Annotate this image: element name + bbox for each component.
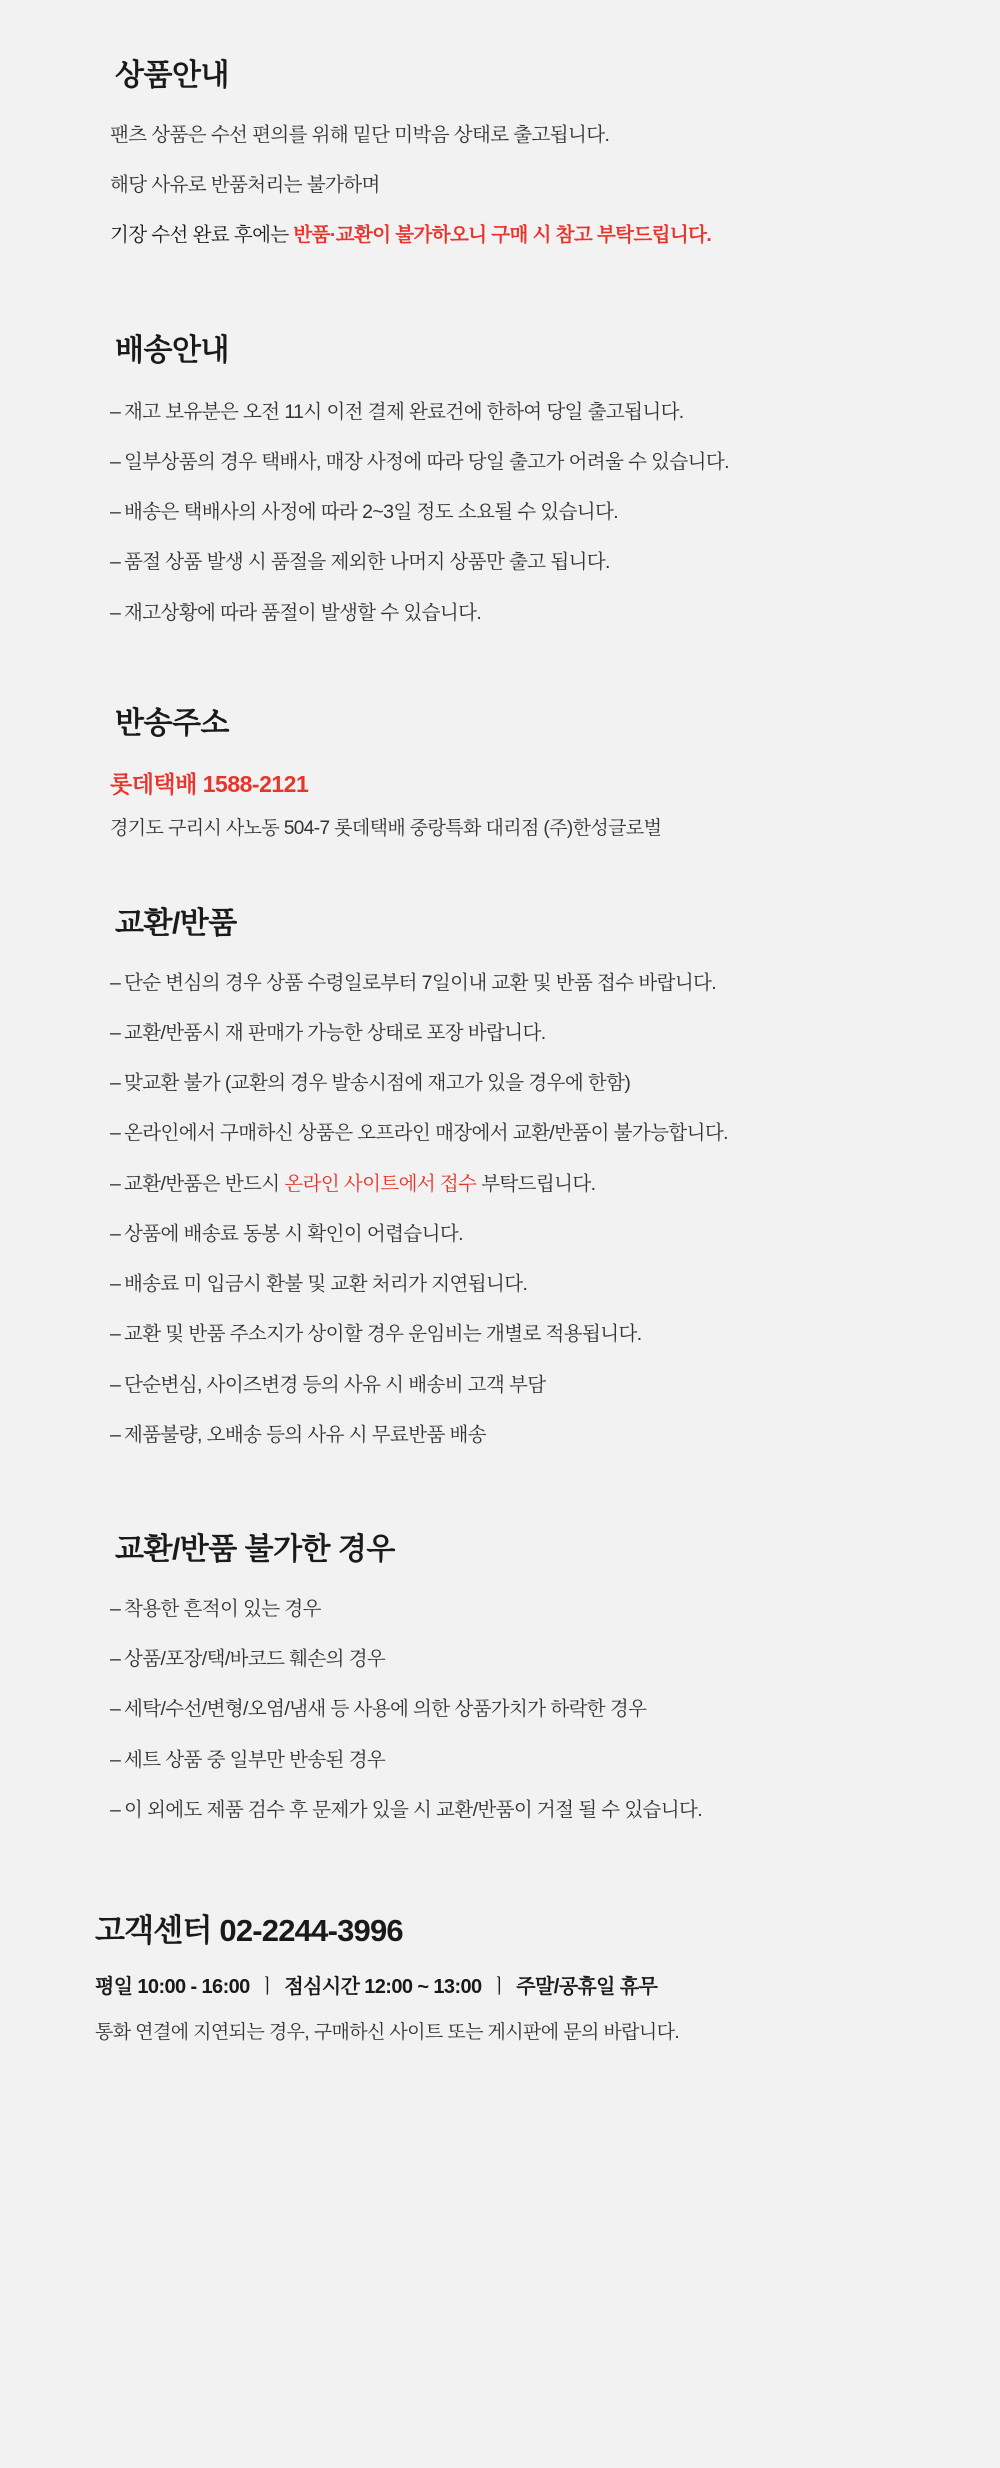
non-exchangeable-item-text: 세트 상품 중 일부만 반송된 경우 xyxy=(124,1748,386,1771)
dash-bullet: – xyxy=(110,501,121,524)
dash-bullet: – xyxy=(110,1648,121,1671)
section-return-address xyxy=(0,648,1000,840)
exchange-item xyxy=(110,1370,930,1400)
exchange-item xyxy=(110,1018,930,1048)
dash-bullet: – xyxy=(110,1172,121,1195)
non-exchangeable-item-text: 상품/포장/택/바코드 훼손의 경우 xyxy=(124,1648,386,1671)
exchange-item xyxy=(110,1319,930,1349)
section-exchange-return xyxy=(0,840,1000,1450)
product-info-line: 팬츠 상품은 수선 편의를 위해 밑단 미박음 상태로 출고됩니다. xyxy=(110,124,610,146)
dash-bullet: – xyxy=(110,1698,121,1721)
delivery-item xyxy=(110,497,930,527)
section-title-exchange-return: 교환/반품 xyxy=(115,906,237,940)
exchange-item xyxy=(110,968,930,998)
exchange-item-text: 배송료 미 입금시 환불 및 교환 처리가 지연됩니다. xyxy=(124,1273,528,1296)
delivery-item-text: 일부상품의 경우 택배사, 매장 사정에 따라 당일 출고가 어려울 수 있습니다. xyxy=(124,450,729,473)
exchange-item-text: 상품에 배송료 동봉 시 확인이 어렵습니다. xyxy=(124,1222,463,1245)
dash-bullet: – xyxy=(110,1597,121,1620)
dash-bullet: – xyxy=(110,450,121,473)
exchange-item-highlight xyxy=(110,1169,930,1199)
non-exchangeable-item xyxy=(110,1745,930,1775)
dash-bullet: – xyxy=(110,1072,121,1095)
customer-service-note: 통화 연결에 지연되는 경우, 구매하신 사이트 또는 게시판에 문의 바랍니다. xyxy=(95,2022,680,2044)
dash-bullet: – xyxy=(110,1273,121,1296)
section-title-product-info: 상품안내 xyxy=(115,59,229,92)
product-info-line-red: 반품·교환이 불가하오니 구매 시 참고 부탁드립니다. xyxy=(293,224,712,247)
dash-bullet: – xyxy=(110,1423,121,1446)
non-exchangeable-item xyxy=(110,1644,930,1674)
delivery-item-text: 재고 보유분은 오전 11시 이전 결제 완료건에 한하여 당일 출고됩니다. xyxy=(124,400,684,423)
exchange-item-text: 맞교환 불가 (교환의 경우 발송시점에 재고가 있을 경우에 한함) xyxy=(124,1072,631,1095)
dash-bullet: – xyxy=(110,601,121,624)
section-product-info xyxy=(0,0,1000,251)
product-info-line: 해당 사유로 반품처리는 불가하며 xyxy=(110,174,380,197)
customer-service-title: 고객센터 02-2244-3996 xyxy=(95,1913,403,1949)
delivery-item xyxy=(110,447,930,477)
non-exchangeable-item-text: 착용한 흔적이 있는 경우 xyxy=(124,1597,321,1620)
exchange-item-text: 제품불량, 오배송 등의 사유 시 무료반품 배송 xyxy=(124,1423,486,1446)
exchange-item-red: 온라인 사이트에서 접수 xyxy=(284,1172,477,1195)
exchange-item-prefix: 교환/반품은 반드시 xyxy=(124,1172,285,1195)
cs-separator: ㅣ xyxy=(257,1976,277,1999)
delivery-item xyxy=(110,397,930,427)
cs-lunch-hours: 점심시간 12:00 ~ 13:00 xyxy=(284,1976,482,1999)
dash-bullet: – xyxy=(110,1748,121,1771)
delivery-item-text: 배송은 택배사의 사정에 따라 2~3일 정도 소요될 수 있습니다. xyxy=(124,501,619,524)
non-exchangeable-item-text: 세탁/수선/변형/오염/냄새 등 사용에 의한 상품가치가 하락한 경우 xyxy=(124,1698,647,1721)
exchange-item-suffix: 부탁드립니다. xyxy=(476,1172,596,1195)
dash-bullet: – xyxy=(110,551,121,574)
delivery-item xyxy=(110,547,930,577)
exchange-item xyxy=(110,1068,930,1098)
exchange-item-text: 단순변심, 사이즈변경 등의 사유 시 배송비 고객 부담 xyxy=(124,1373,546,1396)
exchange-item-text: 교환/반품시 재 판매가 가능한 상태로 포장 바랍니다. xyxy=(124,1021,546,1044)
dash-bullet: – xyxy=(110,1222,121,1245)
section-title-delivery: 배송안내 xyxy=(115,333,229,367)
non-exchangeable-item xyxy=(110,1694,930,1724)
section-delivery-info xyxy=(0,271,1000,628)
delivery-item-text: 품절 상품 발생 시 품절을 제외한 나머지 상품만 출고 됩니다. xyxy=(124,551,610,574)
delivery-item-text: 재고상황에 따라 품절이 발생할 수 있습니다. xyxy=(124,601,482,624)
product-info-line-prefix: 기장 수선 완료 후에는 xyxy=(110,224,294,247)
dash-bullet: – xyxy=(110,1798,121,1821)
return-courier-phone: 롯데택배 1588-2121 xyxy=(110,770,309,797)
cs-separator: ㅣ xyxy=(489,1976,509,1999)
delivery-item xyxy=(110,598,930,628)
exchange-item xyxy=(110,1269,930,1299)
section-customer-service xyxy=(0,1845,1000,2044)
return-address-text: 경기도 구리시 사노동 504-7 롯데택배 중랑특화 대리점 (주)한성글로벌 xyxy=(110,817,662,839)
dash-bullet: – xyxy=(110,400,121,423)
product-info-line-highlight xyxy=(110,220,930,250)
non-exchangeable-item xyxy=(110,1594,930,1624)
dash-bullet: – xyxy=(110,1323,121,1346)
dash-bullet: – xyxy=(110,971,121,994)
exchange-item xyxy=(110,1118,930,1148)
non-exchangeable-item-text: 이 외에도 제품 검수 후 문제가 있을 시 교환/반품이 거절 될 수 있습니다. xyxy=(124,1798,703,1821)
exchange-item xyxy=(110,1219,930,1249)
dash-bullet: – xyxy=(110,1122,121,1145)
exchange-item xyxy=(110,1420,930,1450)
exchange-item-text: 교환 및 반품 주소지가 상이할 경우 운임비는 개별로 적용됩니다. xyxy=(124,1323,642,1346)
section-non-exchangeable xyxy=(0,1470,1000,1825)
cs-weekday-hours: 평일 10:00 - 16:00 xyxy=(95,1976,250,1999)
cs-weekend-closed: 주말/공휴일 휴무 xyxy=(516,1976,658,1999)
dash-bullet: – xyxy=(110,1373,121,1396)
section-title-return-address: 반송주소 xyxy=(115,706,229,740)
section-title-non-exchangeable: 교환/반품 불가한 경우 xyxy=(115,1532,395,1566)
non-exchangeable-item xyxy=(110,1795,930,1825)
dash-bullet: – xyxy=(110,1021,121,1044)
customer-service-hours xyxy=(95,1970,930,1999)
exchange-item-text: 온라인에서 구매하신 상품은 오프라인 매장에서 교환/반품이 불가능합니다. xyxy=(124,1122,728,1145)
exchange-item-text: 단순 변심의 경우 상품 수령일로부터 7일이내 교환 및 반품 접수 바랍니다. xyxy=(124,971,717,994)
